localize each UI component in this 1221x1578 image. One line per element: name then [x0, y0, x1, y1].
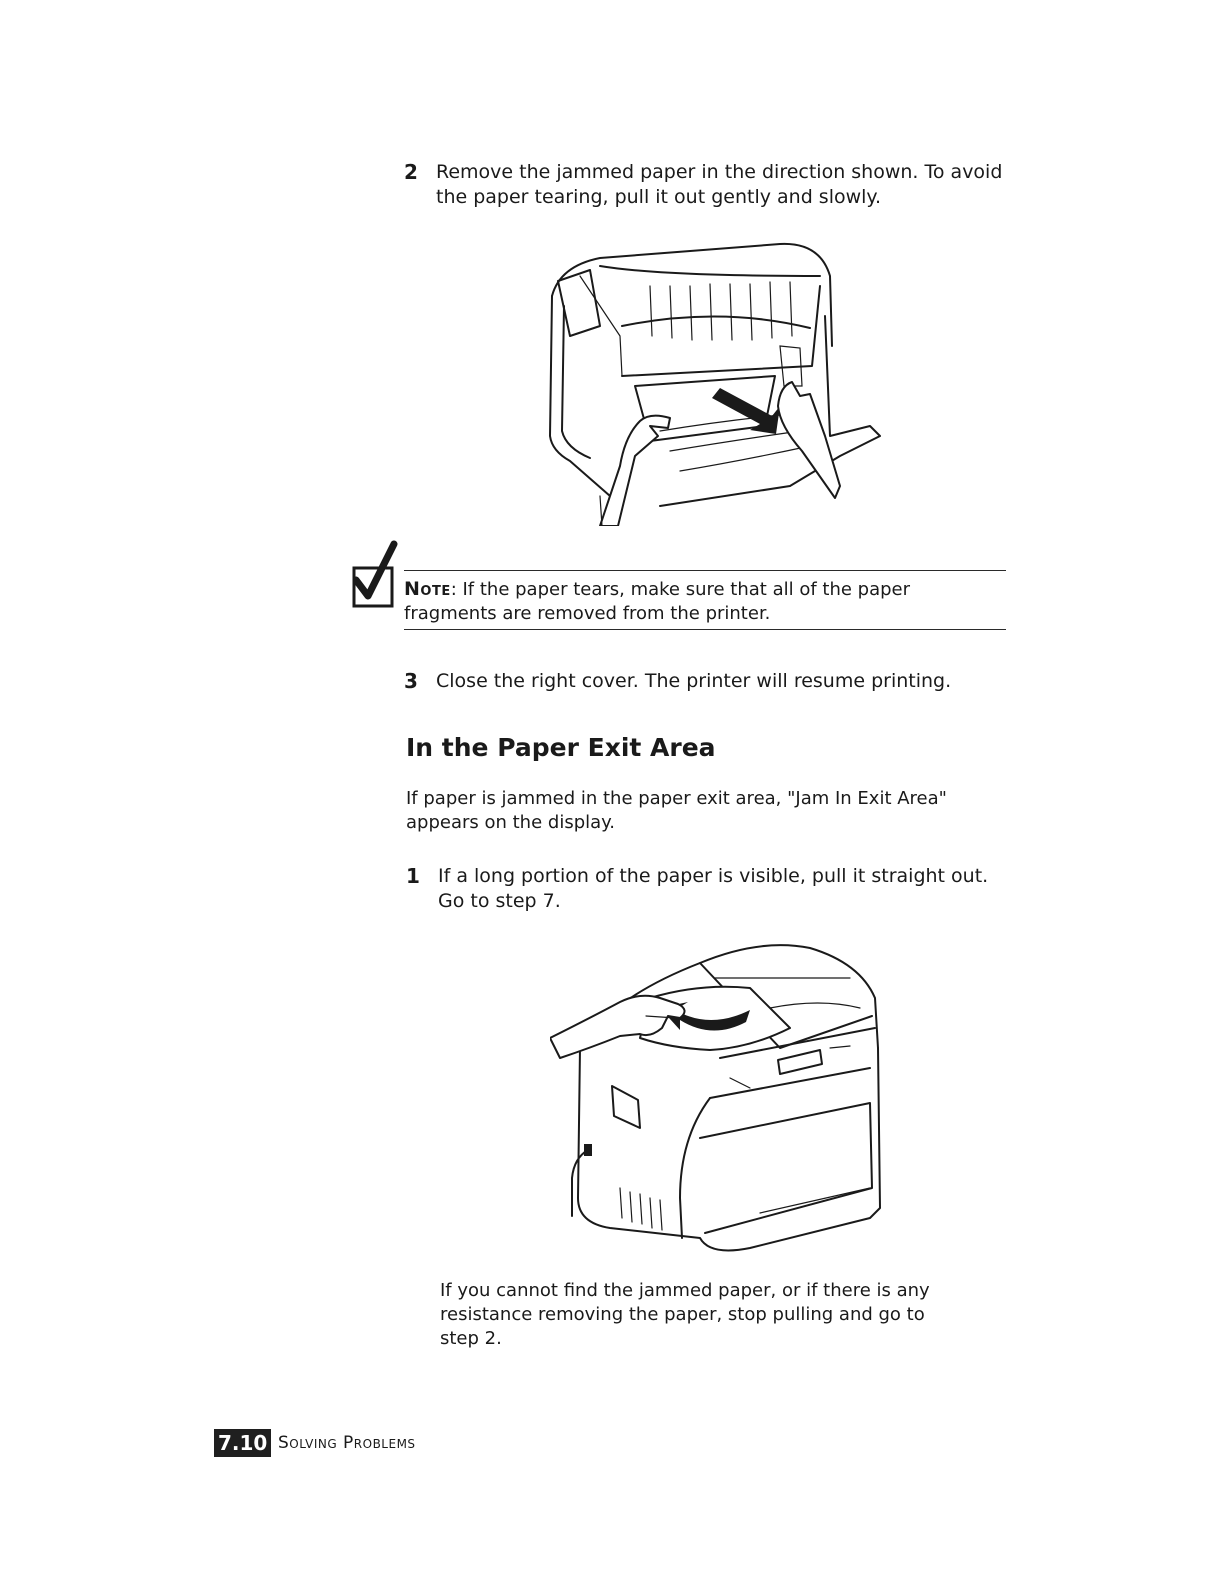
intro-line: If paper is jammed in the paper exit area, "Jam In Exit Area": [406, 788, 947, 809]
note-line-2: fragments are removed from the printer.: [404, 603, 771, 624]
note-top-rule: [404, 570, 1006, 571]
step-text: [436, 160, 1002, 210]
intro-line: appears on the display.: [406, 812, 615, 833]
page-number-badge: 7.10: [214, 1429, 271, 1457]
closing-line: If you cannot find the jammed paper, or if there is any: [440, 1280, 930, 1301]
printer-exit-area-jam-illustration: [550, 938, 885, 1256]
checkmark-box-icon: [350, 540, 406, 612]
note-line-1: : If the paper tears, make sure that all of the paper: [450, 579, 911, 600]
closing-paragraph: [440, 1279, 930, 1351]
step-line: Go to step 7.: [438, 890, 561, 912]
printer-right-cover-jam-illustration: [540, 236, 890, 526]
note-text: [404, 577, 910, 626]
step-number: 3: [404, 669, 418, 693]
step-line: Remove the jammed paper in the direction shown. To avoid: [436, 161, 1003, 183]
section-intro: [406, 787, 947, 835]
step-text: [438, 864, 988, 914]
note-line: [404, 577, 910, 602]
step-text: [436, 669, 951, 694]
section-heading: In the Paper Exit Area: [406, 733, 716, 762]
step-line: Close the right cover. The printer will resume printing.: [436, 670, 952, 692]
step-3: [404, 669, 1044, 697]
note-label: Note: [404, 578, 451, 600]
chapter-title: Solving Problems: [278, 1433, 416, 1453]
note-bottom-rule: [404, 629, 1006, 630]
step-number: 2: [404, 160, 418, 184]
step-1: [406, 864, 1046, 916]
step-line: If a long portion of the paper is visible, pull it straight out.: [438, 865, 989, 887]
step-number: 1: [406, 864, 420, 888]
step-line: the paper tearing, pull it out gently and slowly.: [436, 186, 881, 208]
closing-line: resistance removing the paper, stop pulling and go to: [440, 1304, 925, 1325]
step-2: [404, 160, 1044, 212]
closing-line: step 2.: [440, 1328, 502, 1349]
